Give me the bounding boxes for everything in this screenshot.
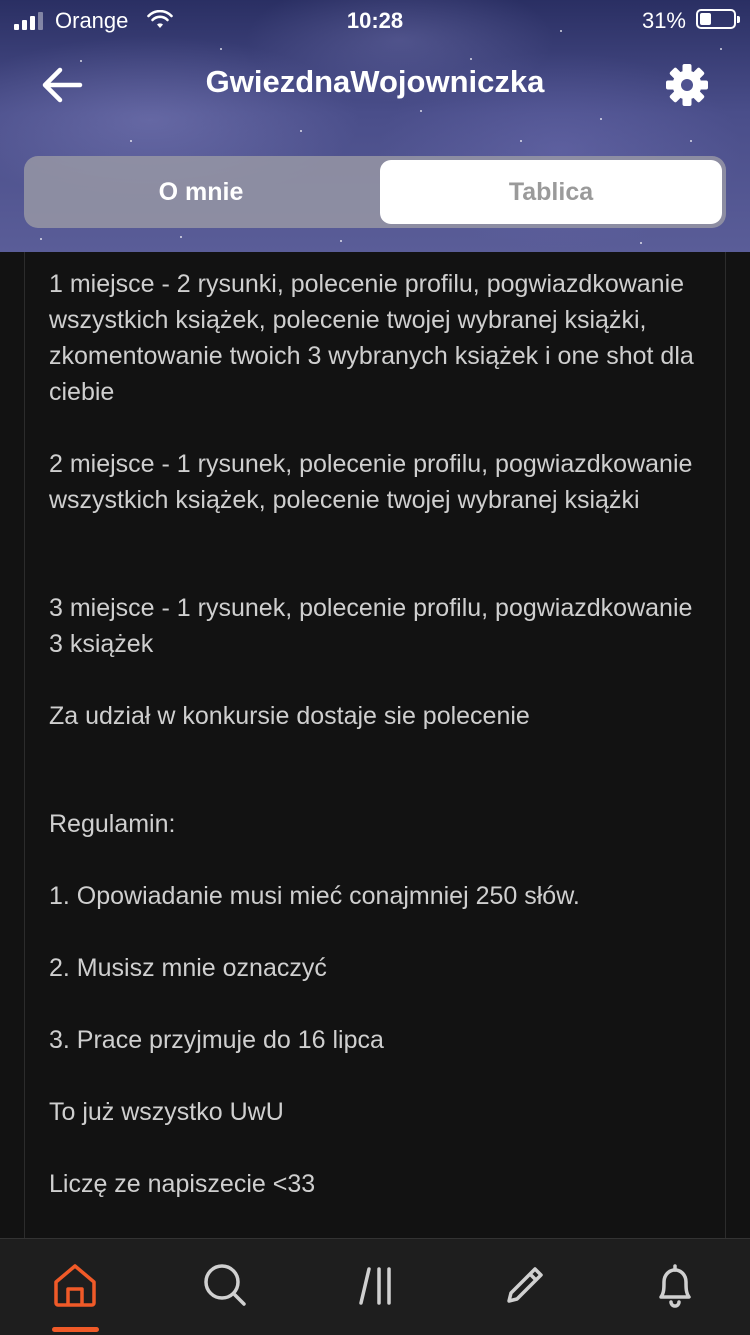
battery-percent: 31% <box>641 8 686 33</box>
tab-home[interactable] <box>47 1257 103 1313</box>
tab-o-mnie[interactable]: O mnie <box>158 177 244 206</box>
prize-second-place: 2 miejsce - 1 rysunek, polecenie profilu, pogwiazdkowanie wszystkich książek, polecenie twojej wybranej książki <box>49 450 693 514</box>
tab-search[interactable] <box>197 1257 253 1313</box>
tab-notifications[interactable] <box>647 1257 703 1313</box>
rule-1: 1. Opowiadanie musi mieć conajmniej 250 słów. <box>49 882 580 910</box>
profile-header <box>0 0 750 252</box>
profile-tabs <box>24 156 726 228</box>
participation-reward: Za udział w konkursie dostaje sie polecenie <box>49 702 530 730</box>
rules-heading: Regulamin: <box>49 810 176 838</box>
prize-third-place: 3 miejsce - 1 rysunek, polecenie profilu, pogwiazdkowanie 3 książek <box>49 594 693 658</box>
bell-icon <box>647 1257 703 1313</box>
battery-icon <box>696 9 736 29</box>
settings-button[interactable] <box>664 62 710 108</box>
gear-icon <box>666 64 708 106</box>
carrier-name: Orange <box>55 8 129 33</box>
library-icon <box>349 1257 405 1313</box>
closing-wish: Liczę ze napiszecie <33 <box>49 1170 316 1198</box>
tab-write[interactable] <box>497 1257 553 1313</box>
rule-2: 2. Musisz mnie oznaczyć <box>49 954 327 982</box>
battery-level <box>700 13 711 25</box>
home-icon <box>47 1257 103 1313</box>
profile-username: GwiezdnaWojowniczka <box>205 64 545 99</box>
tab-library[interactable] <box>349 1257 405 1313</box>
status-bar <box>0 0 750 42</box>
status-time: 10:28 <box>346 8 404 33</box>
bottom-tab-bar <box>0 1238 750 1335</box>
pencil-icon <box>497 1257 553 1313</box>
search-icon <box>197 1257 253 1313</box>
active-tab-indicator <box>52 1327 99 1332</box>
prize-first-place: 1 miejsce - 2 rysunki, polecenie profilu, pogwiazdkowanie wszystkich książek, polecenie twojej wybranej książki, zkomentowanie twoich 3 wybranych książek i one shot dla ciebie <box>49 270 694 406</box>
tab-tablica[interactable]: Tablica <box>380 160 722 224</box>
about-content[interactable] <box>24 252 726 1238</box>
rule-3: 3. Prace przyjmuje do 16 lipca <box>49 1026 384 1054</box>
closing-text: To już wszystko UwU <box>49 1098 284 1126</box>
